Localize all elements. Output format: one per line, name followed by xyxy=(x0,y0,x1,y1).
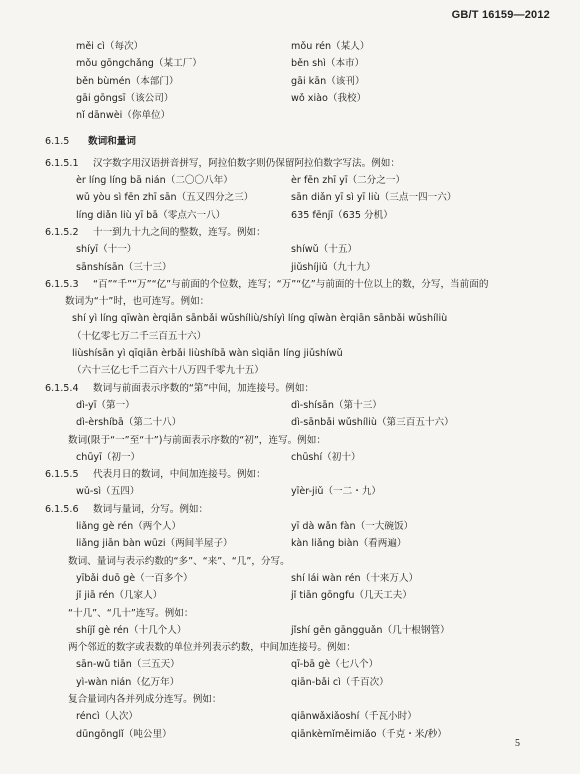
example-left: yībǎi duō gè（一百多个） xyxy=(76,572,193,584)
section-number: 6.1.5 xyxy=(45,136,70,148)
example-row xyxy=(0,535,580,552)
example-line xyxy=(0,362,580,379)
rule-text xyxy=(0,432,580,449)
example-row xyxy=(0,708,580,725)
rule-text-line: 数词、量词与表示约数的“多”、“来”、“几”，分写。 xyxy=(68,555,290,567)
example-row xyxy=(0,570,580,587)
example-left: shíjǐ gè rén（十几个人） xyxy=(76,624,187,636)
rule-text-line: 两个邻近的数字或表数的单位并列表示约数，中间加连接号。例如： xyxy=(68,642,356,654)
clause-text: 汉字数字用汉语拼音拼写，阿拉伯数字则仍保留阿拉伯数字写法。例如： xyxy=(93,157,400,169)
example-row xyxy=(0,674,580,691)
example-left: jǐ jiā rén（几家人） xyxy=(76,590,163,602)
example-right: dì-sānbǎi wǔshíliù（第三百五十六） xyxy=(291,417,454,429)
example-row xyxy=(0,449,580,466)
clause-number: 6.1.5.2 xyxy=(45,226,79,238)
example-hanzi: （十亿零七万二千三百五十六） xyxy=(72,330,207,342)
clause-number: 6.1.5.3 xyxy=(45,278,79,290)
clause-text-continued xyxy=(0,293,580,310)
clause-text: 数词与量词，分写。例如： xyxy=(93,503,209,515)
example-right: kàn liǎng biàn（看两遍） xyxy=(291,538,407,550)
example-hanzi: （六十三亿七千二百六十八万四千零九十五） xyxy=(72,365,264,377)
example-line xyxy=(0,328,580,345)
example-left: wǔ-sì（五四） xyxy=(76,486,140,498)
example-right: sān diǎn yī sì yī liù（三点一四一六） xyxy=(291,192,457,204)
rule-text xyxy=(0,639,580,656)
example-row xyxy=(0,38,580,55)
clause-heading xyxy=(0,466,580,483)
clause-text: “百”“千”“万”“亿”与前面的个位数，连写；“万”“亿”与前面的十位以上的数，分写，当前面的 xyxy=(93,278,489,290)
page-number: 5 xyxy=(515,738,520,749)
example-left: měi cì（每次） xyxy=(76,41,144,52)
rule-text-line: 复合量词内各并列成分连写。例如： xyxy=(68,693,222,705)
example-left: dì-èrshíbā（第二十八） xyxy=(76,417,182,429)
example-right: běn shì（本市） xyxy=(291,58,365,70)
example-pinyin: shí yì líng qīwàn èrqiān sānbǎi wǔshíliù/shíyì líng qīwàn èrqiān sānbǎi wǔshíliù xyxy=(72,313,448,325)
example-left: chūyī（初一） xyxy=(76,451,141,463)
example-left: réncì（人次） xyxy=(76,711,139,723)
example-row xyxy=(0,189,580,206)
example-row xyxy=(0,259,580,276)
clause-number: 6.1.5.1 xyxy=(45,157,79,169)
example-left: běn bùmén（本部门） xyxy=(76,75,179,87)
example-right: qiānwǎxiǎoshí（千瓦小时） xyxy=(291,711,417,723)
clause-heading xyxy=(0,501,580,518)
example-left: sānshísān（三十三） xyxy=(76,261,172,273)
example-row xyxy=(0,107,580,124)
clause-text: 代表月日的数词，中间加连接号。例如： xyxy=(93,469,266,481)
clause-heading xyxy=(0,276,580,293)
example-left: dūngōnglǐ（吨公里） xyxy=(76,728,172,740)
example-row xyxy=(0,726,580,743)
example-right: mǒu rén（某人） xyxy=(291,41,370,52)
example-left: liǎng jiān bàn wūzi（两间半屋子） xyxy=(76,538,233,550)
example-row xyxy=(0,622,580,639)
example-right: shí lái wàn rén（十来万人） xyxy=(291,572,419,584)
clause-heading xyxy=(0,380,580,397)
example-left: yì-wàn nián（亿万年） xyxy=(76,676,180,688)
clause-text: 十一到九十九之间的整数，连写。例如： xyxy=(93,226,266,238)
example-pinyin: liùshísān yì qīqiān èrbǎi liùshíbā wàn sìqiān líng jiǔshíwǔ xyxy=(72,348,343,360)
example-right: qiānkèmǐměimiǎo（千克・米/秒） xyxy=(291,728,447,740)
example-left: gāi gōngsī（该公司） xyxy=(76,92,174,104)
rule-text xyxy=(0,553,580,570)
rule-text xyxy=(0,691,580,708)
example-row xyxy=(0,397,580,414)
example-left: wǔ yòu sì fēn zhī sān（五又四分之三） xyxy=(76,192,254,204)
example-line xyxy=(0,345,580,362)
example-right: chūshí（初十） xyxy=(291,451,361,463)
example-left: mǒu gōngchǎng（某工厂） xyxy=(76,58,202,70)
example-left: liǎng gè rén（两个人） xyxy=(76,521,182,533)
example-row xyxy=(0,55,580,72)
example-right: dì-shísān（第十三） xyxy=(291,399,382,411)
example-left: líng diǎn liù yī bā（零点六一八） xyxy=(76,209,226,221)
example-right: yīèr-jiǔ（一二・九） xyxy=(291,486,382,498)
rule-text-line: 数词(限于“一”至“十”)与前面表示序数的“初”，连写。例如： xyxy=(68,434,326,446)
example-left: sān-wǔ tiān（三五天） xyxy=(76,659,180,671)
clause-text-line: 数词为“十”时，也可连写。例如： xyxy=(65,296,210,308)
example-row xyxy=(0,587,580,604)
clause-number: 6.1.5.6 xyxy=(45,503,79,515)
example-right: yī dà wǎn fàn（一大碗饭） xyxy=(291,521,414,533)
example-row xyxy=(0,90,580,107)
example-row xyxy=(0,518,580,535)
page-content xyxy=(0,38,580,743)
standard-number: GB/T 16159—2012 xyxy=(451,9,550,21)
example-right: jǐshí gēn gāngguǎn（几十根钢管） xyxy=(291,624,450,636)
example-right: qī-bā gè（七八个） xyxy=(291,659,379,671)
rule-text-line: “十几”、“几十”连写。例如： xyxy=(68,607,194,619)
example-row xyxy=(0,241,580,258)
clause-heading xyxy=(0,224,580,241)
example-row xyxy=(0,207,580,224)
example-right: gāi kān（该刊） xyxy=(291,75,365,87)
example-left: shíyī（十一） xyxy=(76,244,137,256)
clause-text: 数词与前面表示序数的“第”中间，加连接号。例如： xyxy=(93,382,315,394)
example-left: nǐ dānwèi（你单位） xyxy=(76,110,171,122)
clause-heading xyxy=(0,155,580,172)
example-right: shíwǔ（十五） xyxy=(291,244,358,256)
example-row xyxy=(0,172,580,189)
example-right: qiān-bǎi cì（千百次） xyxy=(291,676,389,688)
example-right: 635 fēnjī（635 分机） xyxy=(291,209,393,221)
example-row xyxy=(0,656,580,673)
example-right: èr fēn zhī yī（二分之一） xyxy=(291,175,406,187)
clause-number: 6.1.5.4 xyxy=(45,382,79,394)
example-row xyxy=(0,483,580,500)
example-right: wǒ xiào（我校） xyxy=(291,92,367,104)
rule-text xyxy=(0,605,580,622)
clause-number: 6.1.5.5 xyxy=(45,469,79,481)
example-line xyxy=(0,310,580,327)
example-right: jǐ tiān gōngfu（几天工夫） xyxy=(291,590,412,602)
example-row xyxy=(0,414,580,431)
section-title: 数词和量词 xyxy=(88,136,136,148)
example-row xyxy=(0,73,580,90)
example-left: èr líng líng bā nián（二〇〇八年） xyxy=(76,175,233,187)
section-heading xyxy=(0,133,580,150)
example-left: dì-yī（第一） xyxy=(76,399,135,411)
example-right: jiǔshíjiǔ（九十九） xyxy=(291,261,376,273)
